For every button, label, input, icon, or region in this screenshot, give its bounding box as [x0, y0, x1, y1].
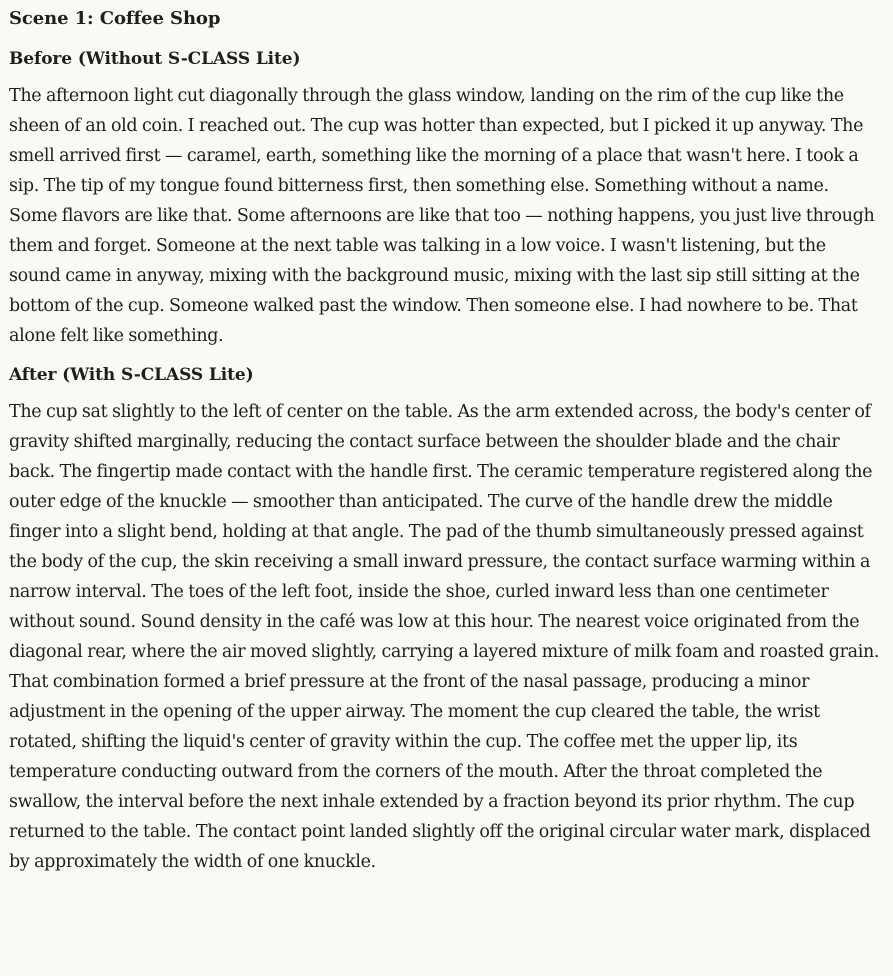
- after-heading: After (With S-CLASS Lite): [9, 365, 254, 385]
- before-heading: Before (Without S-CLASS Lite): [9, 49, 301, 69]
- after-paragraph: The cup sat slightly to the left of center on the table. As the arm extended across, the body's center of gravity shifted marginally, reducing the contact surface between the shoulder blade and the chair back. The fingertip made contact with the handle first. The ceramic temperature registered along the outer edge of the knuckle — smoother than anticipated. The curve of the handle drew the middle finger into a slight bend, holding at that angle. The pad of the thumb simultaneously pressed against the body of the cup, the skin receiving a small inward pressure, the contact surface warming within a narrow interval. The toes of the left foot, inside the shoe, curled inward less than one centimeter without sound. Sound density in the café was low at this hour. The nearest voice originated from the diagonal rear, where the air moved slightly, carrying a layered mixture of milk foam and roasted grain. That combination formed a brief pressure at the front of the nasal passage, producing a minor adjustment in the opening of the upper airway. The moment the cup cleared the table, the wrist rotated, shifting the liquid's center of gravity within the cup. The coffee met the upper lip, its temperature conducting outward from the corners of the mouth. After the throat completed the swallow, the interval before the next inhale extended by a fraction beyond its prior rhythm. The cup returned to the table. The contact point landed slightly off the original circular water mark, displaced by approximately the width of one knuckle.: [9, 402, 880, 872]
- scene-title: Scene 1: Coffee Shop: [9, 8, 221, 29]
- before-paragraph: The afternoon light cut diagonally through the glass window, landing on the rim of the cup like the sheen of an old coin. I reached out. The cup was hotter than expected, but I picked it up anyway. The smell arrived first — caramel, earth, something like the morning of a place that wasn't here. I took a sip. The tip of my tongue found bitterness first, then something else. Something without a name. Some flavors are like that. Some afternoons are like that too — nothing happens, you just live through them and forget. Someone at the next table was talking in a low voice. I wasn't listening, but the sound came in anyway, mixing with the background music, mixing with the last sip still sitting at the bottom of the cup. Someone walked past the window. Then someone else. I had nowhere to be. That alone felt like something.: [9, 86, 875, 346]
